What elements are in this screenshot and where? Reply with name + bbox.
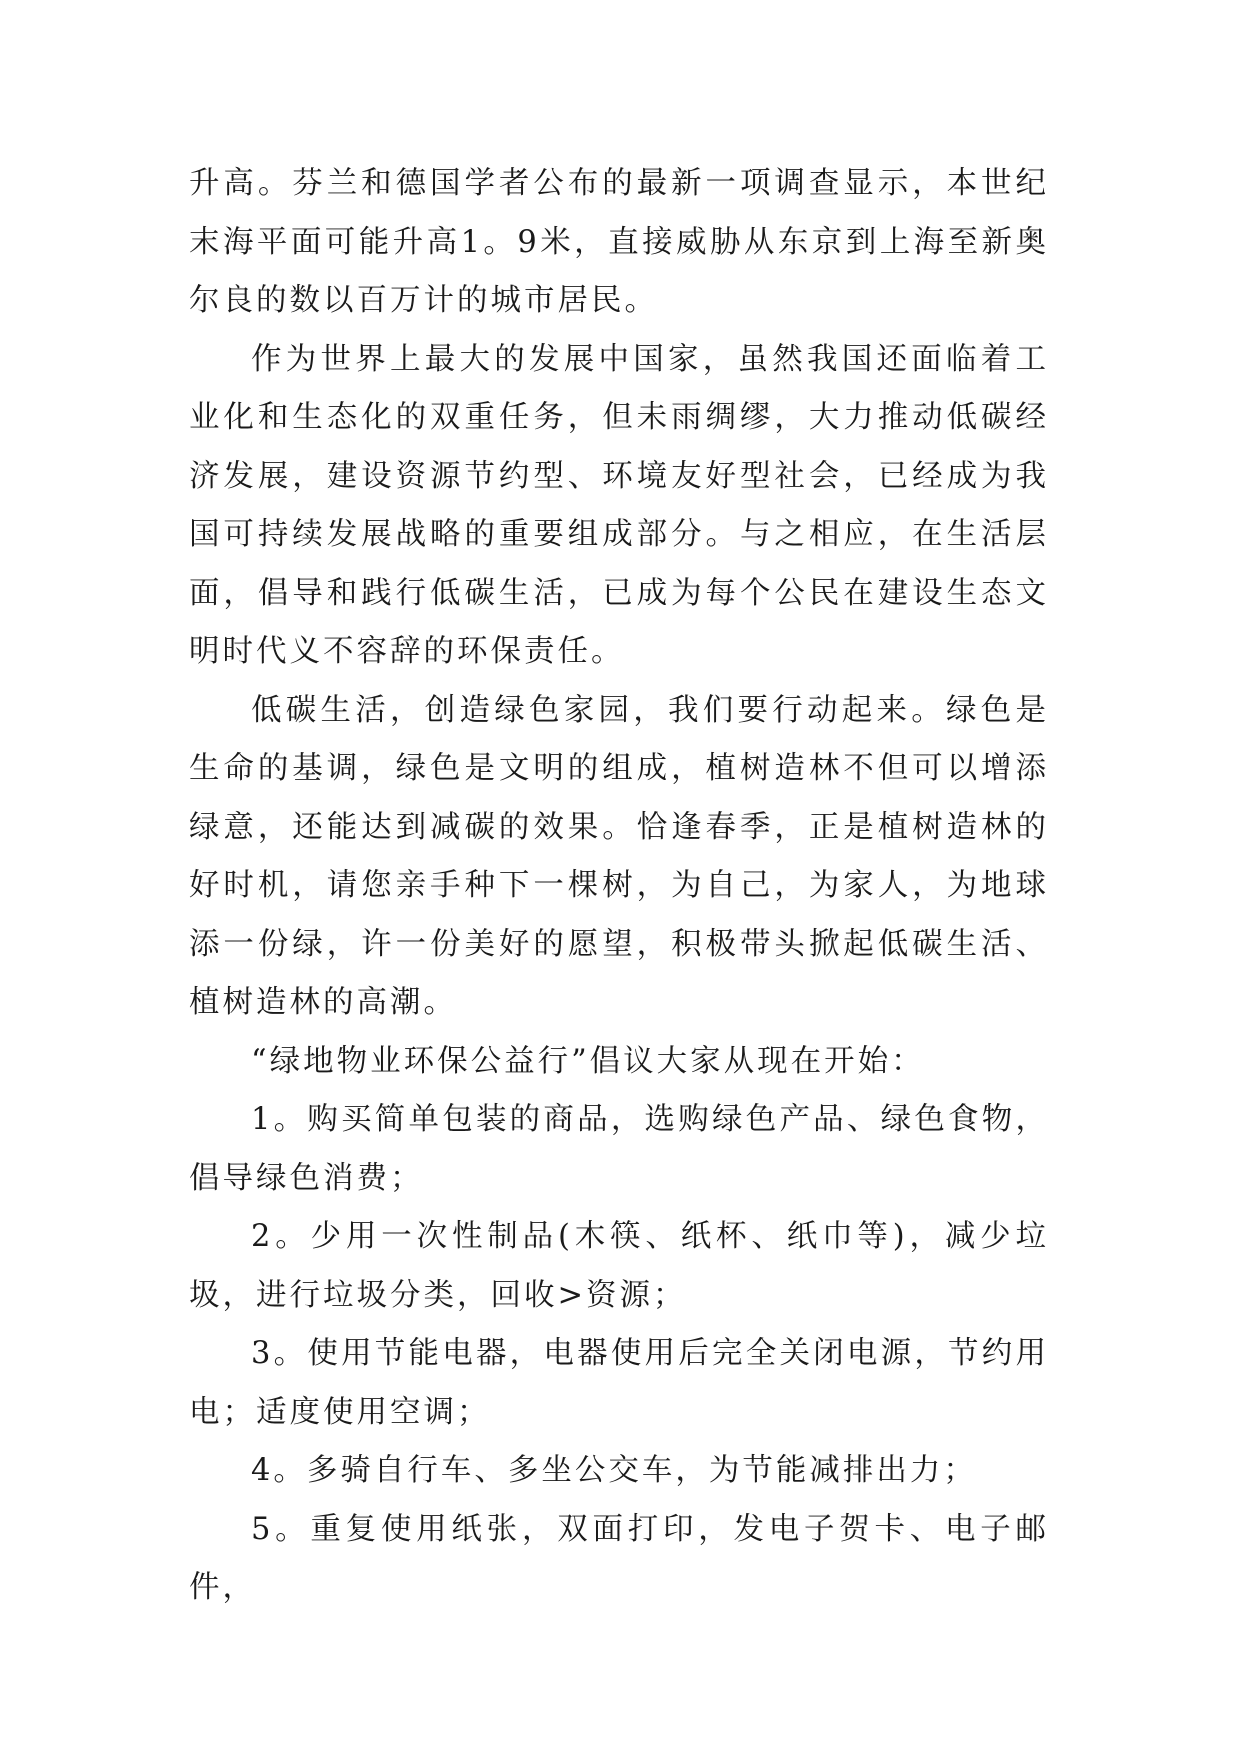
paragraph-green-homeland: 低碳生活，创造绿色家园，我们要行动起来。绿色是生命的基调，绿色是文明的组成，植树造林不但可以增添绿意，还能达到减碳的效果。恰逢春季，正是植树造林的好时机，请您亲手种下一棵树，为自己，为家人，为地球添一份绿，许一份美好的愿望，积极带头掀起低碳生活、植树造林的高潮。 bbox=[189, 692, 1049, 1020]
list-item-save-electricity: 3。使用节能电器，电器使用后完全关闭电源，节约用电；适度使用空调； bbox=[189, 1336, 1049, 1430]
document-body bbox=[189, 155, 1049, 1618]
paragraph-low-carbon-economy: 作为世界上最大的发展中国家，虽然我国还面临着工业化和生态化的双重任务，但未雨绸缪，大力推动低碳经济发展，建设资源节约型、环境友好型社会，已经成为我国可持续发展战略的重要组成部分。与之相应，在生活层面，倡导和践行低碳生活，已成为每个公民在建设生态文明时代义不容辞的环保责任。 bbox=[189, 341, 1049, 669]
list-item-reduce-waste: 2。少用一次性制品(木筷、纸杯、纸巾等)，减少垃圾，进行垃圾分类，回收>资源； bbox=[189, 1219, 1049, 1313]
list-item-green-consumption: 1。购买简单包装的商品，选购绿色产品、绿色食物，倡导绿色消费； bbox=[189, 1102, 1049, 1196]
list-item-reuse-paper: 5。重复使用纸张，双面打印，发电子贺卡、电子邮件， bbox=[189, 1511, 1049, 1605]
list-item-green-travel: 4。多骑自行车、多坐公交车，为节能减排出力； bbox=[251, 1453, 977, 1488]
paragraph-initiative-intro: “绿地物业环保公益行”倡议大家从现在开始： bbox=[251, 1043, 925, 1079]
paragraph-sea-level: 升高。芬兰和德国学者公布的最新一项调查显示，本世纪末海平面可能升高1。9米，直接威胁从东京到上海至新奥尔良的数以百万计的城市居民。 bbox=[189, 166, 1049, 318]
